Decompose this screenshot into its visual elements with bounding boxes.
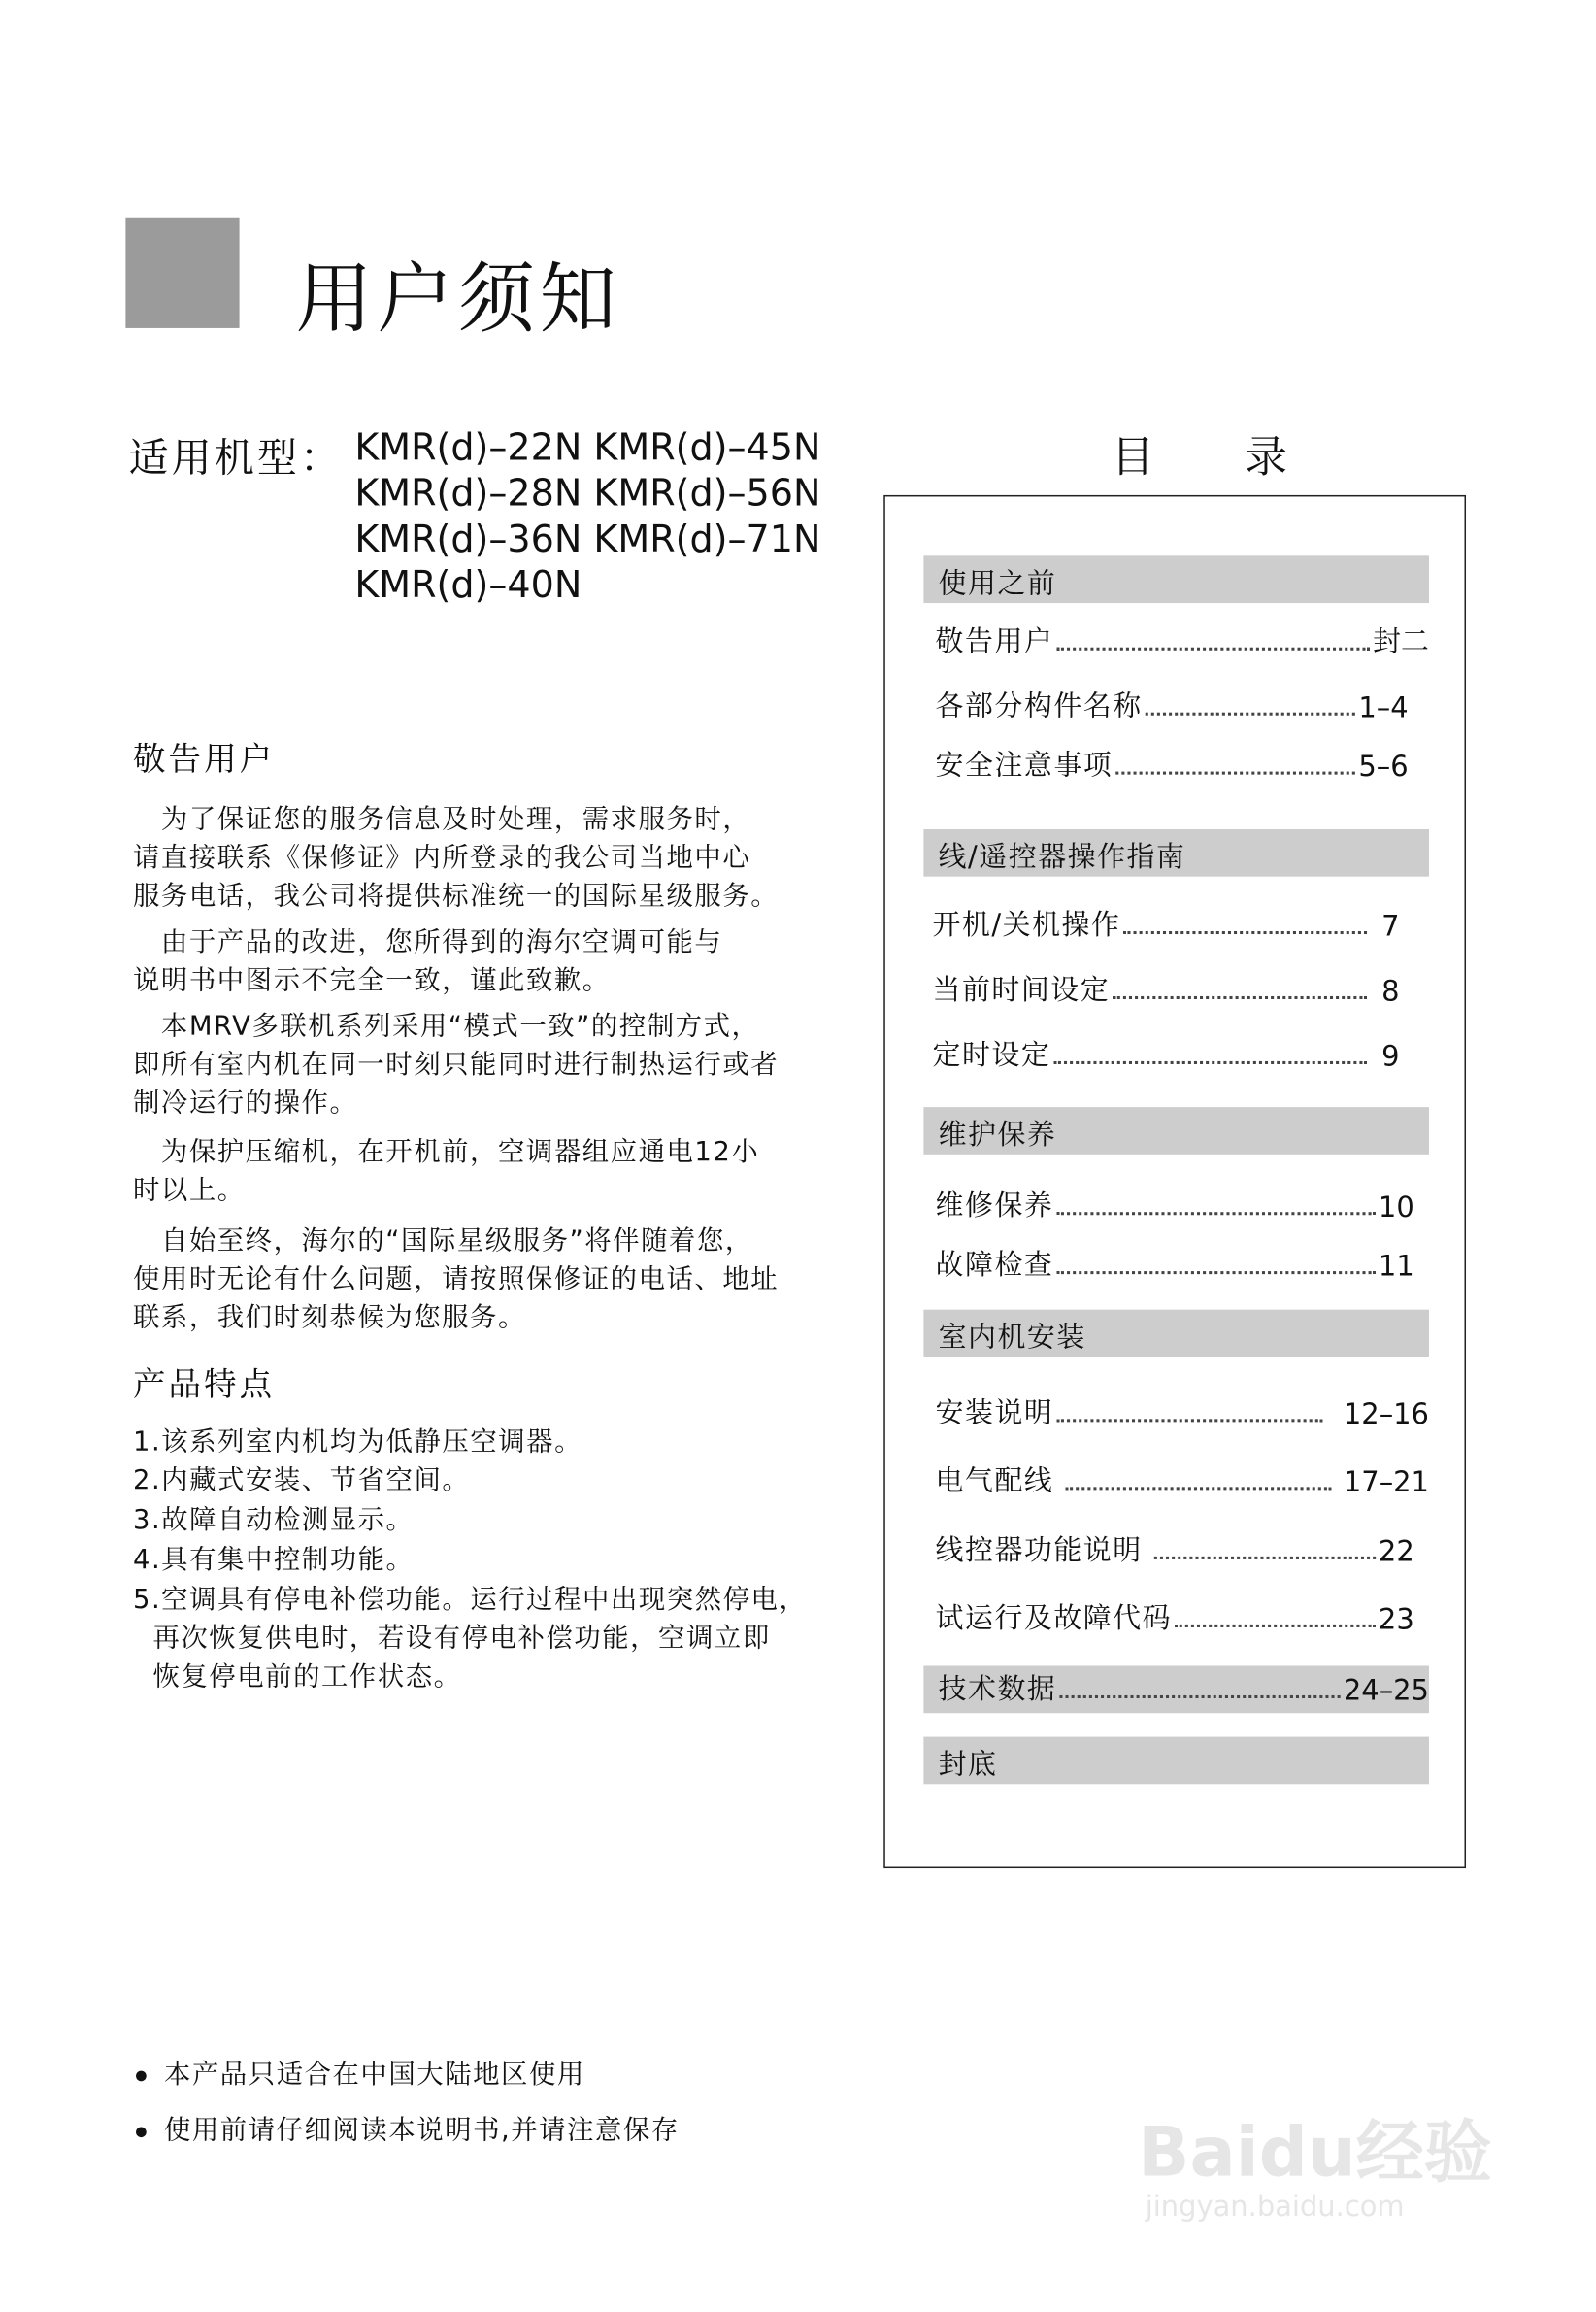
notice-line: 时以上。 — [132, 1175, 246, 1207]
toc-entry-label: 电气配线 — [935, 1464, 1054, 1497]
toc-entry-page: 11 — [1378, 1250, 1414, 1284]
toc-entry-label: 当前时间设定 — [932, 974, 1111, 1007]
feature-line: 3.故障自动检测显示。 — [132, 1504, 415, 1536]
notice-heading: 敬告用户 — [132, 742, 276, 780]
feature-line: 1.该系列室内机均为低静压空调器。 — [132, 1425, 583, 1458]
toc-entry-label: 维修保养 — [935, 1190, 1054, 1223]
leader-dots — [1056, 1212, 1375, 1215]
leader-dots — [1066, 1487, 1332, 1490]
feature-line: 5.空调具有停电补偿功能。运行过程中出现突然停电， — [132, 1584, 808, 1616]
toc-section-back-cover — [923, 1737, 1429, 1785]
leader-dots — [1154, 1557, 1376, 1559]
notice-line: 说明书中图示不完全一致，谨此致歉。 — [132, 964, 611, 996]
toc-section-indoor-install — [923, 1310, 1429, 1357]
toc-section-before-use — [923, 555, 1429, 603]
leader-dots — [1113, 996, 1367, 999]
toc-entry[interactable] — [939, 1669, 1429, 1708]
leader-dots — [1053, 1061, 1367, 1064]
toc-entry[interactable] — [936, 1245, 1414, 1284]
notice-line: 即所有室内机在同一时刻只能同时进行制热运行或者 — [132, 1049, 780, 1081]
toc-entry[interactable] — [936, 1392, 1429, 1431]
toc-entry-page: 24–25 — [1343, 1674, 1429, 1708]
toc-entry-page: 1–4 — [1358, 691, 1409, 724]
toc-section-label: 使用之前 — [938, 567, 1057, 601]
toc-entry-page: 22 — [1378, 1535, 1414, 1569]
notice-line: 制冷运行的操作。 — [132, 1088, 358, 1120]
notice-line: 由于产品的改进，您所得到的海尔空调可能与 — [132, 926, 723, 958]
notice-line: 为保护压缩机，在开机前，空调器组应通电12小 — [132, 1136, 760, 1168]
features-heading: 产品特点 — [132, 1367, 276, 1405]
toc-entry-label: 各部分构件名称 — [935, 689, 1143, 723]
toc-entry-label: 开机/关机操作 — [932, 909, 1121, 942]
toc-entry-page: 12–16 — [1343, 1398, 1429, 1431]
bullet-icon — [136, 2070, 147, 2081]
toc-entry[interactable] — [936, 745, 1409, 784]
baidu-watermark-logo: Baidu经验 — [1138, 2112, 1492, 2193]
notice-line: 使用时无论有什么问题，请按照保修证的电话、地址 — [132, 1263, 780, 1295]
leader-dots — [1056, 648, 1370, 651]
feature-line: 恢复停电前的工作状态。 — [132, 1660, 462, 1692]
toc-entry-label: 定时设定 — [932, 1039, 1051, 1072]
note-item — [136, 2109, 680, 2148]
notice-line: 自始至终，海尔的“国际星级服务”将伴随着您， — [132, 1224, 753, 1257]
toc-entry[interactable] — [933, 970, 1400, 1009]
feature-line: 4.具有集中控制功能。 — [132, 1544, 415, 1576]
toc-entry-page: 10 — [1378, 1190, 1414, 1224]
toc-entry[interactable] — [936, 1529, 1414, 1568]
toc-entry[interactable] — [936, 686, 1409, 724]
leader-dots — [1059, 1695, 1340, 1698]
toc-section-label: 维护保养 — [938, 1119, 1057, 1152]
feature-line: 2.内藏式安装、节省空间。 — [132, 1464, 471, 1496]
toc-entry-label: 试运行及故障代码 — [935, 1602, 1173, 1635]
leader-dots — [1123, 931, 1367, 934]
model-line: KMR(d)–40N — [354, 562, 582, 607]
leader-dots — [1146, 713, 1356, 716]
toc-entry[interactable] — [936, 620, 1429, 659]
toc-entry-page: 17–21 — [1343, 1466, 1429, 1499]
section-marker-square — [125, 218, 239, 328]
toc-entry-label: 技术数据 — [938, 1673, 1057, 1706]
notice-line: 服务电话，我公司将提供标准统一的国际星级服务。 — [132, 881, 780, 913]
feature-line: 再次恢复供电时，若设有停电补偿功能，空调立即 — [132, 1623, 771, 1655]
toc-entry-label: 安装说明 — [935, 1396, 1054, 1429]
leader-dots — [1056, 1271, 1375, 1274]
leader-dots — [1175, 1625, 1376, 1627]
toc-entry[interactable] — [933, 1035, 1400, 1074]
leader-dots — [1056, 1419, 1322, 1422]
leader-dots — [1115, 772, 1355, 775]
note-text: 本产品只适合在中国大陆地区使用 — [163, 2059, 585, 2091]
notice-line: 本MRV多联机系列采用“模式一致”的控制方式， — [132, 1011, 760, 1043]
toc-entry-page: 7 — [1381, 910, 1400, 944]
model-line: KMR(d)–22N KMR(d)–45N — [354, 425, 821, 469]
toc-section-label: 封底 — [938, 1748, 998, 1782]
toc-entry-label: 敬告用户 — [935, 624, 1054, 658]
toc-entry-page: 9 — [1381, 1040, 1400, 1074]
toc-entry-page: 8 — [1381, 975, 1400, 1009]
bullet-icon — [136, 2127, 147, 2137]
toc-entry-label: 故障检查 — [935, 1249, 1054, 1282]
toc-entry[interactable] — [936, 1460, 1429, 1499]
page-title: 用户须知 — [295, 255, 621, 345]
model-line: KMR(d)–36N KMR(d)–71N — [354, 517, 821, 560]
toc-entry-label: 线控器功能说明 — [935, 1534, 1143, 1567]
toc-entry-page: 23 — [1378, 1603, 1414, 1637]
notice-line: 请直接联系《保修证》内所登录的我公司当地中心 — [132, 842, 751, 874]
toc-section-label: 线/遥控器操作指南 — [938, 841, 1186, 874]
notice-line: 为了保证您的服务信息及时处理，需求服务时， — [132, 804, 751, 836]
notice-line: 联系，我们时刻恭候为您服务。 — [132, 1302, 526, 1334]
models-label: 适用机型： — [128, 436, 344, 483]
note-text: 使用前请仔细阅读本说明书,并请注意保存 — [163, 2115, 680, 2147]
note-item — [136, 2053, 585, 2092]
toc-section-label: 室内机安装 — [938, 1321, 1086, 1355]
baidu-watermark-url: jingyan.baidu.com — [1145, 2190, 1405, 2224]
toc-entry[interactable] — [933, 905, 1400, 944]
toc-entry-page: 5–6 — [1358, 751, 1409, 784]
toc-entry[interactable] — [936, 1597, 1414, 1636]
toc-section-maintenance — [923, 1107, 1429, 1155]
toc-entry[interactable] — [936, 1186, 1414, 1224]
toc-section-controller-guide — [923, 829, 1429, 877]
model-line: KMR(d)–28N KMR(d)–56N — [354, 471, 821, 515]
toc-title: 目 录 — [1111, 431, 1326, 483]
toc-entry-page: 封二 — [1373, 624, 1429, 658]
toc-entry-label: 安全注意事项 — [935, 749, 1114, 783]
